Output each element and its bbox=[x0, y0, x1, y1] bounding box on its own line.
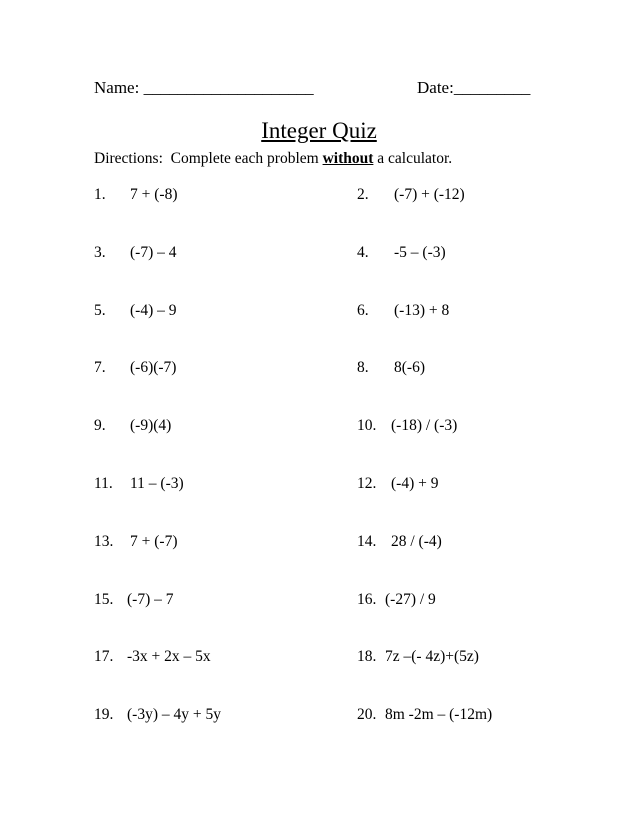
problem-expression: (-7) – 7 bbox=[127, 590, 174, 608]
page-title: Integer Quiz bbox=[261, 118, 377, 143]
problem-number: 6. bbox=[357, 301, 369, 319]
problem-number: 18. bbox=[357, 648, 377, 666]
problem-expression: (-13) + 8 bbox=[394, 301, 450, 319]
problem-expression: (-3y) – 4y + 5y bbox=[127, 706, 221, 724]
problem-expression: (-4) + 9 bbox=[391, 475, 439, 492]
problem-expression: -5 – (-3) bbox=[394, 243, 446, 261]
problem-number: 8. bbox=[357, 359, 369, 377]
problem-number: 11. bbox=[94, 475, 113, 492]
problem-expression: (-18) / (-3) bbox=[391, 417, 458, 435]
problem-number: 12. bbox=[357, 475, 377, 492]
problem-number: 15. bbox=[94, 590, 114, 608]
problem-expression: 7 + (-8) bbox=[130, 186, 178, 203]
problem-number: 14. bbox=[357, 532, 377, 550]
problem-number: 13. bbox=[94, 532, 114, 550]
problem-expression: 7z –(- 4z)+(5z) bbox=[385, 648, 479, 666]
directions-suffix: a calculator. bbox=[373, 150, 453, 167]
problem-number: 4. bbox=[357, 243, 369, 261]
name-field-line: Name: ____________________ bbox=[94, 78, 314, 97]
problem-number: 1. bbox=[94, 186, 106, 203]
problem-number: 2. bbox=[357, 186, 369, 203]
problem-expression: (-7) – 4 bbox=[130, 243, 177, 261]
problem-expression: 8(-6) bbox=[394, 359, 425, 377]
directions-emphasis: without bbox=[322, 150, 374, 167]
problem-expression: (-4) – 9 bbox=[130, 301, 177, 319]
problem-expression: 11 – (-3) bbox=[130, 475, 184, 492]
problem-number: 5. bbox=[94, 301, 106, 319]
problem-number: 3. bbox=[94, 243, 106, 261]
problem-number: 16. bbox=[357, 590, 377, 608]
problem-number: 17. bbox=[94, 648, 114, 666]
problem-number: 7. bbox=[94, 359, 106, 377]
problem-expression: 8m -2m – (-12m) bbox=[385, 706, 493, 724]
date-field-line: Date:_________ bbox=[417, 78, 531, 97]
problem-expression: -3x + 2x – 5x bbox=[127, 648, 211, 666]
problem-expression: (-6)(-7) bbox=[130, 359, 177, 377]
problem-expression: (-9)(4) bbox=[130, 417, 172, 435]
problem-expression: (-7) + (-12) bbox=[394, 186, 465, 203]
problem-number: 9. bbox=[94, 417, 106, 435]
problem-number: 10. bbox=[357, 417, 377, 435]
directions-text bbox=[94, 150, 452, 168]
problem-number: 19. bbox=[94, 706, 114, 724]
directions-prefix: Directions: Complete each problem bbox=[94, 150, 323, 167]
problem-expression: 7 + (-7) bbox=[130, 532, 178, 550]
problem-number: 20. bbox=[357, 706, 377, 724]
problem-expression: (-27) / 9 bbox=[385, 590, 436, 608]
problem-expression: 28 / (-4) bbox=[391, 532, 442, 550]
